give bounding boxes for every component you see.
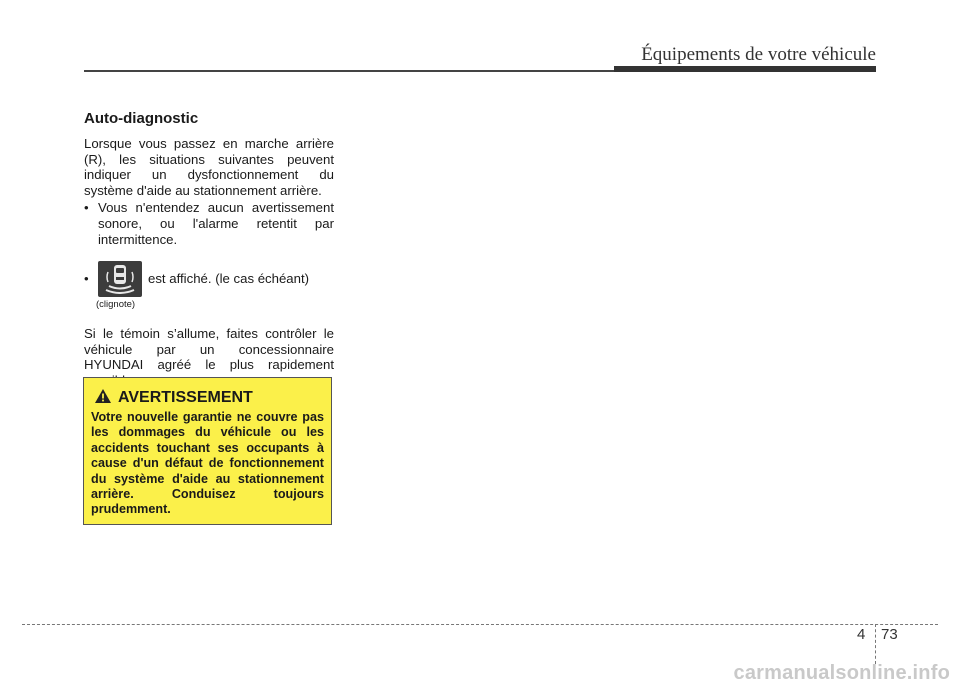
list-item xyxy=(84,200,334,247)
warning-header xyxy=(94,388,324,408)
indicator-caption: (clignote) xyxy=(96,299,136,311)
warning-body: Votre nouvelle garantie ne couvre pas les dommages du véhicule ou les accidents touchant ses occupants à cause d'un défaut de fonctionnement du système d'aide au stationnement arrière. Conduisez toujours prudemment. xyxy=(91,410,324,517)
main-column xyxy=(84,110,334,402)
bullet-mark: • xyxy=(84,200,89,216)
section-title: Auto-diagnostic xyxy=(84,110,199,127)
warning-box xyxy=(83,377,332,525)
header-rule-accent xyxy=(614,66,876,72)
footer-divider xyxy=(875,624,876,664)
list-item-text: Vous n'entendez aucun avertissement sonore, ou l'alarme retentit par intermittence. xyxy=(98,200,334,247)
chapter-number: 4 xyxy=(857,626,866,643)
closing-paragraph: Si le témoin s’allume, faites contrôler le véhicule par un concessionnaire HYUNDAI agréé le plus rapidement xyxy=(84,326,334,373)
indicator-text: est affiché. (le cas échéant) xyxy=(148,271,310,287)
warning-triangle-icon xyxy=(94,388,112,409)
parking-sensor-icon xyxy=(98,261,142,297)
bullet-mark: • xyxy=(84,271,89,287)
page-header-title: Équipements de votre véhicule xyxy=(641,44,876,65)
footer-rule xyxy=(22,624,938,625)
watermark: carmanualsonline.info xyxy=(733,662,950,684)
intro-paragraph: Lorsque vous passez en marche arrière (R), les situations suivantes peuvent indiquer un dysfonctionnement du système d'aide au stationnement arrière. xyxy=(84,136,334,198)
indicator-line xyxy=(84,261,334,297)
page-number: 73 xyxy=(881,626,898,643)
warning-title: AVERTISSEMENT xyxy=(118,389,253,406)
